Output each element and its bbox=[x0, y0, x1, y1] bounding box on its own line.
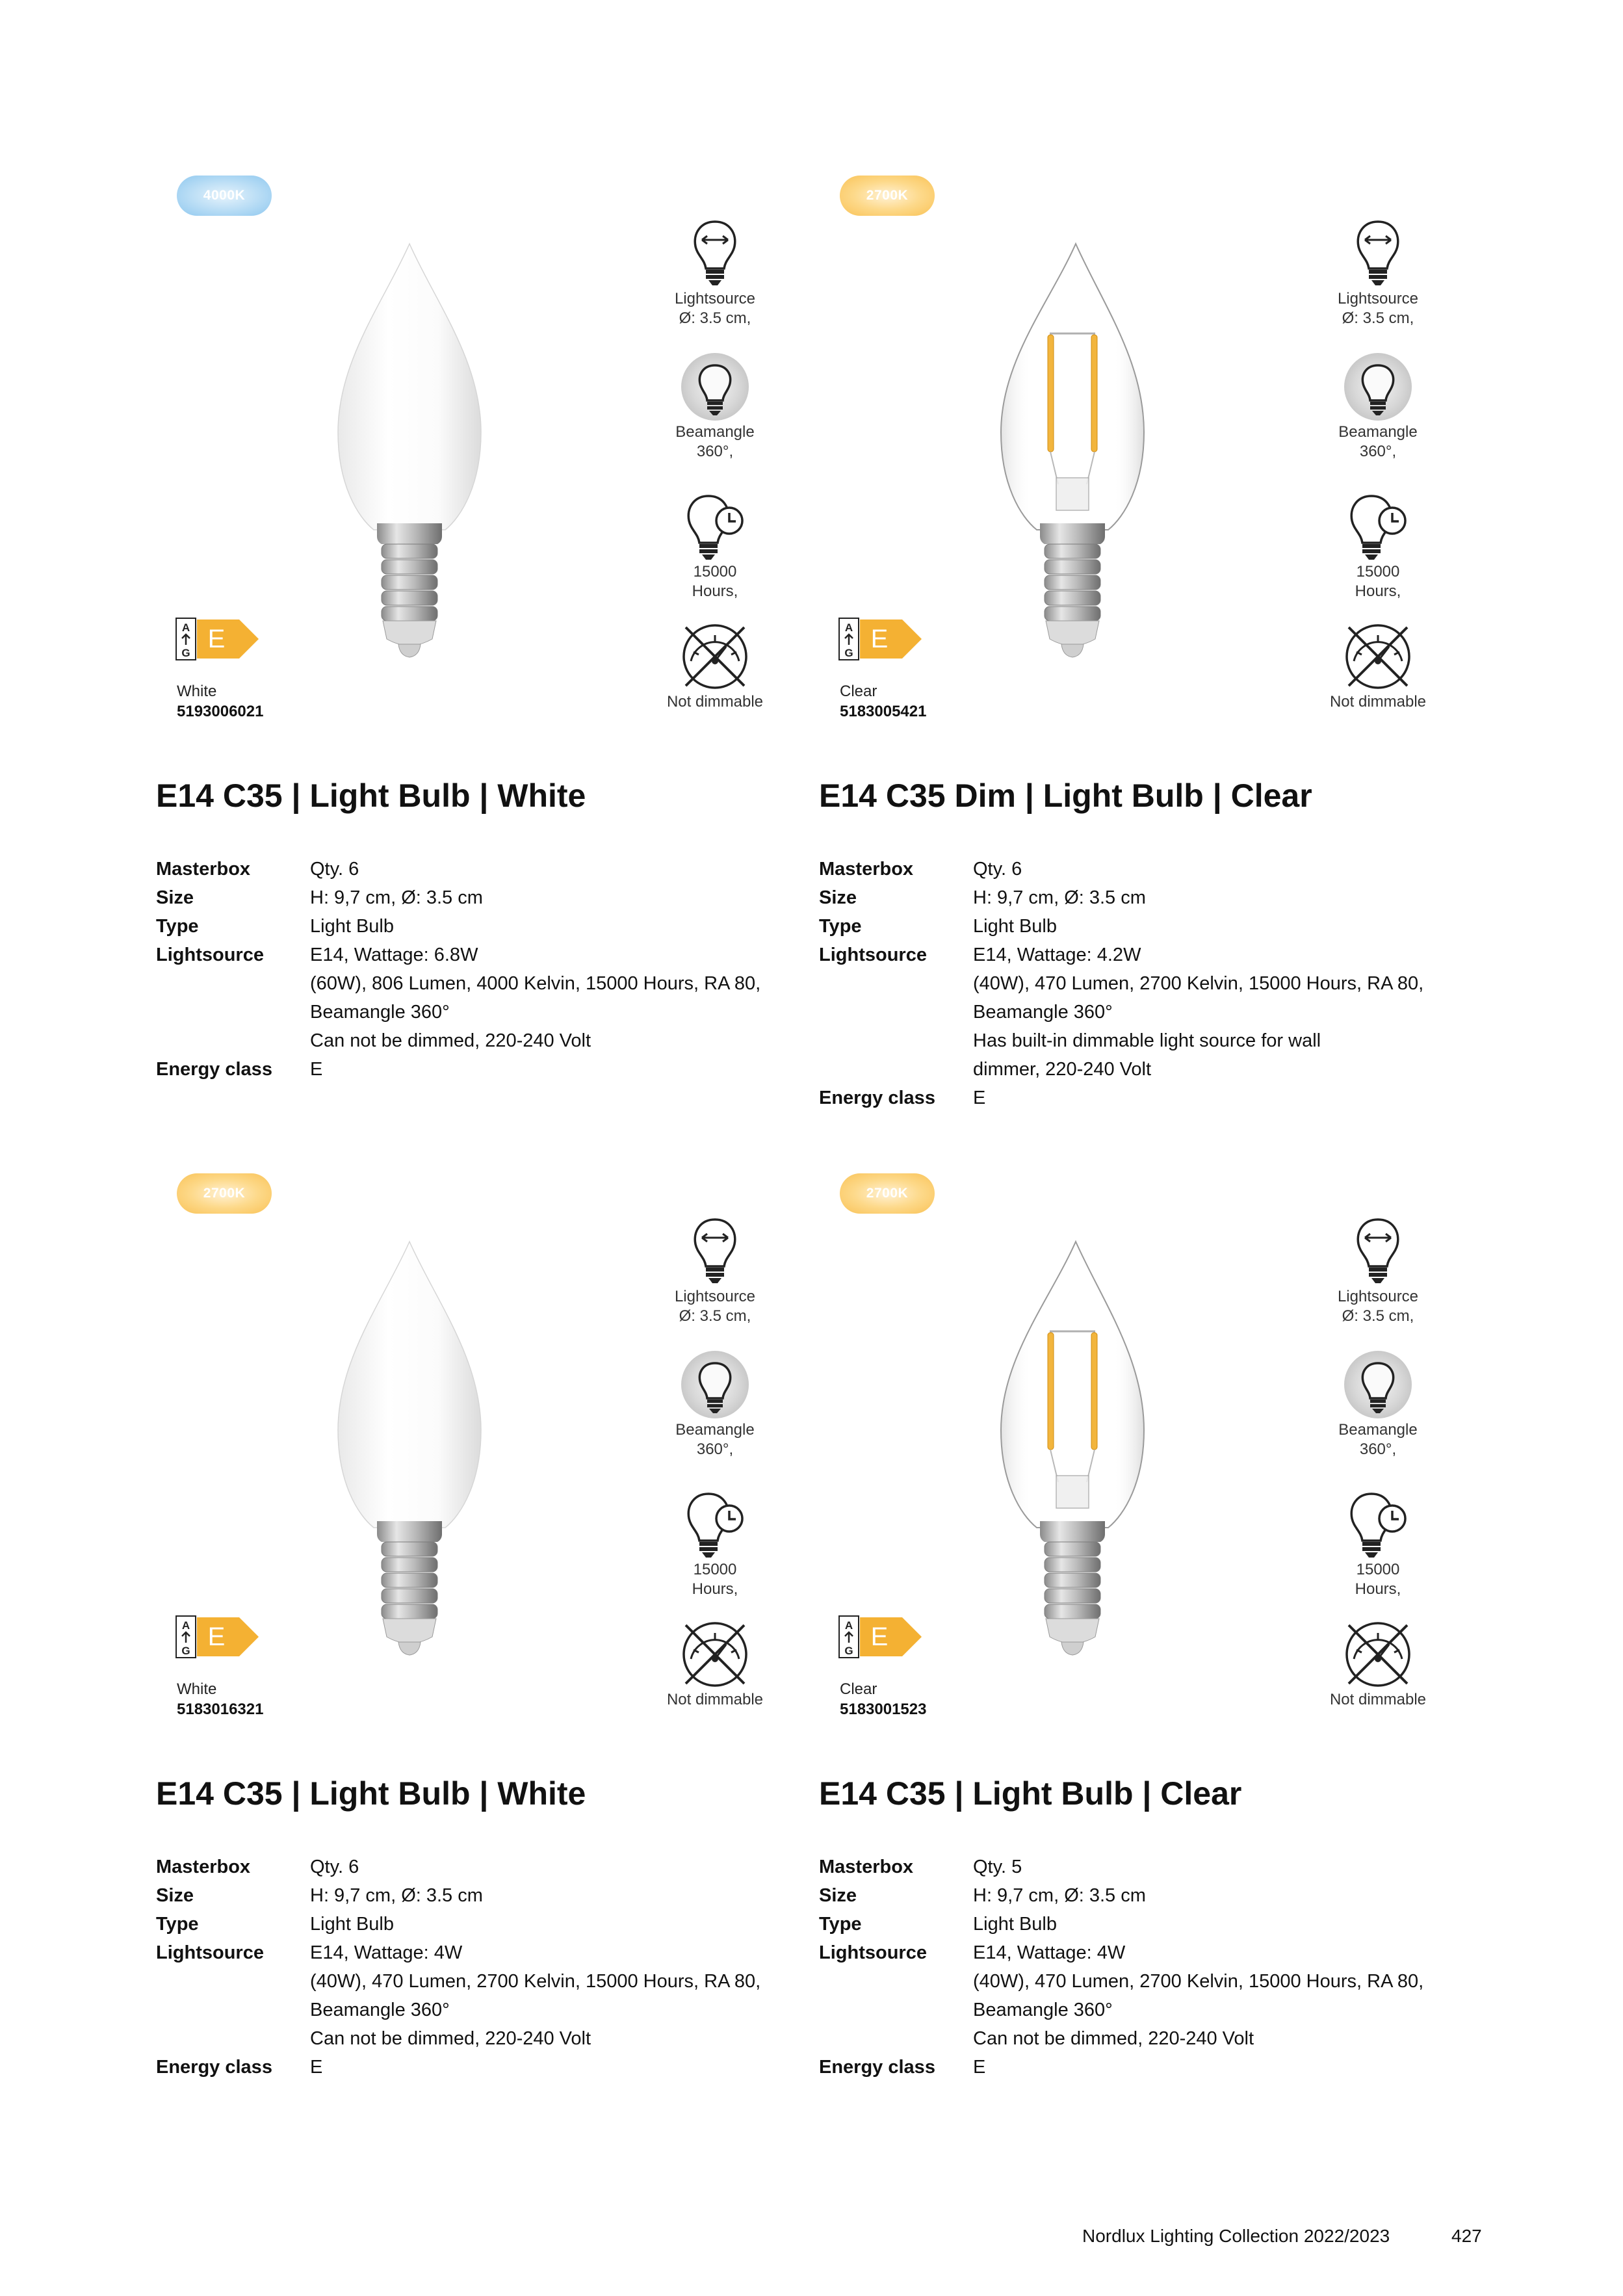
variant-name: White bbox=[177, 1680, 217, 1698]
bulb-clock-icon bbox=[682, 1489, 747, 1560]
lightsource-line: E14, Wattage: 4W bbox=[310, 1942, 463, 1963]
frosted-candle-bulb-image bbox=[312, 1235, 507, 1658]
energy-rating-letter: E bbox=[207, 625, 226, 653]
product-code: 5183005421 bbox=[840, 703, 927, 720]
spec-key-masterbox: Masterbox bbox=[156, 1857, 251, 1877]
spec-table bbox=[819, 855, 1469, 1112]
lifetime-hours-label: 15000 bbox=[693, 563, 737, 581]
lightsource-line: (40W), 470 Lumen, 2700 Kelvin, 15000 Hours, RA 80, bbox=[973, 1971, 1424, 1992]
lightsource-label: Lightsource bbox=[674, 1288, 756, 1305]
energy-scale-bottom: G bbox=[181, 1645, 190, 1657]
lightsource-line: Can not be dimmed, 220-240 Volt bbox=[310, 1030, 591, 1051]
spec-icon-column bbox=[1310, 1209, 1446, 1729]
beam-angle-label: Beamangle bbox=[1338, 1421, 1418, 1439]
energy-rating-letter: E bbox=[207, 1623, 226, 1651]
spec-key-lightsource: Lightsource bbox=[156, 945, 264, 965]
product-card bbox=[819, 176, 1469, 1170]
lightsource-line: (40W), 470 Lumen, 2700 Kelvin, 15000 Hours, RA 80, bbox=[310, 1971, 761, 1992]
spec-val-size: H: 9,7 cm, Ø: 3.5 cm bbox=[310, 887, 483, 908]
lightsource-label: Lightsource bbox=[1337, 1288, 1419, 1305]
beam-angle-icon bbox=[1342, 351, 1414, 423]
spec-key-masterbox: Masterbox bbox=[819, 859, 914, 880]
spec-val-masterbox: Qty. 6 bbox=[310, 859, 359, 880]
dimmability bbox=[647, 1619, 783, 1729]
lifetime-hours bbox=[1310, 1489, 1446, 1619]
spec-val-type: Light Bulb bbox=[310, 1914, 394, 1935]
catalog-footer: Nordlux Lighting Collection 2022/2023 bbox=[1082, 2226, 1390, 2246]
dimmability bbox=[647, 621, 783, 731]
lifetime-hours-value: Hours, bbox=[692, 1580, 738, 1598]
lightsource-value: Ø: 3.5 cm, bbox=[1342, 1307, 1414, 1325]
clear-filament-candle-bulb-image bbox=[975, 1235, 1170, 1658]
dimmability-label: Not dimmable bbox=[666, 693, 764, 711]
spec-val-masterbox: Qty. 6 bbox=[973, 859, 1022, 880]
spec-key-type: Type bbox=[156, 1914, 199, 1935]
energy-class-label bbox=[838, 618, 923, 660]
lightsource-diameter-icon bbox=[1352, 1216, 1404, 1287]
spec-icon-column bbox=[1310, 211, 1446, 731]
product-card bbox=[156, 1173, 806, 2168]
variant-name: Clear bbox=[840, 683, 877, 700]
energy-scale-bottom: G bbox=[844, 647, 853, 659]
energy-class-label bbox=[175, 1615, 260, 1658]
beam-angle bbox=[1310, 1349, 1446, 1489]
lightsource-diameter bbox=[1310, 218, 1446, 351]
lifetime-hours-value: Hours, bbox=[1355, 1580, 1401, 1598]
product-title: E14 C35 | Light Bulb | White bbox=[156, 777, 586, 814]
lightsource-line: Can not be dimmed, 220-240 Volt bbox=[973, 2028, 1254, 2049]
spec-key-energy: Energy class bbox=[156, 2057, 272, 2078]
spec-val-lightsource bbox=[973, 941, 1469, 1084]
not-dimmable-icon bbox=[1342, 621, 1414, 692]
beam-angle-icon bbox=[1342, 1349, 1414, 1420]
spec-val-size: H: 9,7 cm, Ø: 3.5 cm bbox=[973, 1885, 1146, 1906]
lifetime-hours-label: 15000 bbox=[693, 1561, 737, 1578]
spec-icon-column bbox=[647, 211, 783, 731]
not-dimmable-icon bbox=[679, 1619, 751, 1690]
spec-key-lightsource: Lightsource bbox=[819, 1942, 927, 1963]
spec-val-energy: E bbox=[973, 1088, 986, 1108]
spec-key-type: Type bbox=[819, 916, 862, 937]
spec-key-masterbox: Masterbox bbox=[156, 859, 251, 880]
color-temperature-badge: 2700K bbox=[840, 176, 935, 216]
beam-angle bbox=[647, 1349, 783, 1489]
product-card bbox=[156, 176, 806, 1170]
lightsource-line: Can not be dimmed, 220-240 Volt bbox=[310, 2028, 591, 2049]
clear-filament-candle-bulb-image bbox=[975, 237, 1170, 660]
energy-class-label bbox=[838, 1615, 923, 1658]
lightsource-line: Beamangle 360° bbox=[310, 2000, 450, 2020]
not-dimmable-icon bbox=[1342, 1619, 1414, 1690]
bulb-clock-icon bbox=[682, 491, 747, 562]
lifetime-hours-label: 15000 bbox=[1356, 1561, 1400, 1578]
beam-angle-icon bbox=[679, 1349, 751, 1420]
energy-scale-top: A bbox=[181, 1619, 190, 1632]
spec-key-size: Size bbox=[819, 1885, 857, 1906]
beam-angle-label: Beamangle bbox=[675, 423, 755, 441]
product-code: 5183016321 bbox=[177, 1701, 264, 1718]
not-dimmable-icon bbox=[679, 621, 751, 692]
lifetime-hours bbox=[647, 491, 783, 621]
beam-angle-label: Beamangle bbox=[1338, 423, 1418, 441]
spec-key-size: Size bbox=[819, 887, 857, 908]
lightsource-line: Beamangle 360° bbox=[973, 1002, 1113, 1023]
frosted-candle-bulb-image bbox=[312, 237, 507, 660]
spec-key-energy: Energy class bbox=[819, 1088, 935, 1108]
lightsource-line: E14, Wattage: 4W bbox=[973, 1942, 1126, 1963]
lightsource-line: (40W), 470 Lumen, 2700 Kelvin, 15000 Hours, RA 80, bbox=[973, 973, 1424, 994]
energy-scale-top: A bbox=[844, 1619, 853, 1632]
spec-val-type: Light Bulb bbox=[973, 1914, 1057, 1935]
lightsource-label: Lightsource bbox=[1337, 290, 1419, 307]
dimmability-label: Not dimmable bbox=[666, 1691, 764, 1708]
energy-class-label bbox=[175, 618, 260, 660]
lightsource-line: E14, Wattage: 4.2W bbox=[973, 945, 1141, 965]
lifetime-hours-value: Hours, bbox=[692, 582, 738, 600]
spec-key-size: Size bbox=[156, 1885, 194, 1906]
beam-angle-value: 360°, bbox=[1359, 443, 1397, 460]
bulb-clock-icon bbox=[1345, 1489, 1410, 1560]
energy-scale-top: A bbox=[844, 621, 853, 634]
spec-val-energy: E bbox=[973, 2057, 986, 2078]
spec-table bbox=[156, 1853, 806, 2081]
spec-key-energy: Energy class bbox=[156, 1059, 272, 1080]
spec-val-lightsource bbox=[310, 1938, 806, 2053]
lightsource-value: Ø: 3.5 cm, bbox=[1342, 309, 1414, 327]
spec-val-masterbox: Qty. 5 bbox=[973, 1857, 1022, 1877]
spec-key-type: Type bbox=[819, 1914, 862, 1935]
spec-val-type: Light Bulb bbox=[973, 916, 1057, 937]
beam-angle-icon bbox=[679, 351, 751, 423]
lightsource-line: E14, Wattage: 6.8W bbox=[310, 945, 478, 965]
product-title: E14 C35 Dim | Light Bulb | Clear bbox=[819, 777, 1312, 814]
beam-angle bbox=[647, 351, 783, 491]
lightsource-line: (60W), 806 Lumen, 4000 Kelvin, 15000 Hours, RA 80, bbox=[310, 973, 761, 994]
spec-val-energy: E bbox=[310, 1059, 323, 1080]
color-temperature-badge: 2700K bbox=[840, 1173, 935, 1214]
energy-scale-bottom: G bbox=[181, 647, 190, 659]
product-card bbox=[819, 1173, 1469, 2168]
beam-angle-value: 360°, bbox=[696, 1441, 734, 1458]
beam-angle-value: 360°, bbox=[1359, 1441, 1397, 1458]
beam-angle-label: Beamangle bbox=[675, 1421, 755, 1439]
color-temperature-badge: 2700K bbox=[177, 1173, 272, 1214]
beam-angle bbox=[1310, 351, 1446, 491]
lightsource-diameter-icon bbox=[689, 218, 741, 289]
lightsource-diameter bbox=[647, 1216, 783, 1349]
beam-angle-value: 360°, bbox=[696, 443, 734, 460]
spec-val-energy: E bbox=[310, 2057, 323, 2078]
lightsource-line: dimmer, 220-240 Volt bbox=[973, 1059, 1152, 1080]
lightsource-label: Lightsource bbox=[674, 290, 756, 307]
lightsource-diameter-icon bbox=[1352, 218, 1404, 289]
energy-rating-letter: E bbox=[870, 1623, 889, 1651]
spec-table bbox=[819, 1853, 1469, 2081]
dimmability bbox=[1310, 621, 1446, 731]
lifetime-hours-value: Hours, bbox=[1355, 582, 1401, 600]
spec-val-size: H: 9,7 cm, Ø: 3.5 cm bbox=[310, 1885, 483, 1906]
spec-val-lightsource bbox=[310, 941, 806, 1055]
variant-name: Clear bbox=[840, 1680, 877, 1698]
spec-key-lightsource: Lightsource bbox=[819, 945, 927, 965]
spec-val-masterbox: Qty. 6 bbox=[310, 1857, 359, 1877]
spec-key-size: Size bbox=[156, 887, 194, 908]
spec-key-lightsource: Lightsource bbox=[156, 1942, 264, 1963]
lightsource-diameter bbox=[1310, 1216, 1446, 1349]
spec-key-energy: Energy class bbox=[819, 2057, 935, 2078]
lightsource-value: Ø: 3.5 cm, bbox=[679, 309, 751, 327]
energy-rating-letter: E bbox=[870, 625, 889, 653]
lifetime-hours-label: 15000 bbox=[1356, 563, 1400, 581]
lightsource-diameter-icon bbox=[689, 1216, 741, 1287]
page-number: 427 bbox=[1451, 2226, 1482, 2246]
lightsource-line: Has built-in dimmable light source for wall bbox=[973, 1030, 1321, 1051]
bulb-clock-icon bbox=[1345, 491, 1410, 562]
product-title: E14 C35 | Light Bulb | Clear bbox=[819, 1775, 1242, 1812]
product-code: 5183001523 bbox=[840, 1701, 927, 1718]
spec-table bbox=[156, 855, 806, 1084]
product-title: E14 C35 | Light Bulb | White bbox=[156, 1775, 586, 1812]
lifetime-hours bbox=[647, 1489, 783, 1619]
dimmability-label: Not dimmable bbox=[1329, 693, 1427, 711]
dimmability-label: Not dimmable bbox=[1329, 1691, 1427, 1708]
spec-icon-column bbox=[647, 1209, 783, 1729]
energy-scale-bottom: G bbox=[844, 1645, 853, 1657]
dimmability bbox=[1310, 1619, 1446, 1729]
color-temperature-badge: 4000K bbox=[177, 176, 272, 216]
spec-val-type: Light Bulb bbox=[310, 916, 394, 937]
lightsource-diameter bbox=[647, 218, 783, 351]
spec-key-masterbox: Masterbox bbox=[819, 1857, 914, 1877]
lifetime-hours bbox=[1310, 491, 1446, 621]
lightsource-line: Beamangle 360° bbox=[973, 2000, 1113, 2020]
lightsource-value: Ø: 3.5 cm, bbox=[679, 1307, 751, 1325]
spec-val-size: H: 9,7 cm, Ø: 3.5 cm bbox=[973, 887, 1146, 908]
variant-name: White bbox=[177, 683, 217, 700]
lightsource-line: Beamangle 360° bbox=[310, 1002, 450, 1023]
spec-val-lightsource bbox=[973, 1938, 1469, 2053]
product-code: 5193006021 bbox=[177, 703, 264, 720]
spec-key-type: Type bbox=[156, 916, 199, 937]
energy-scale-top: A bbox=[181, 621, 190, 634]
